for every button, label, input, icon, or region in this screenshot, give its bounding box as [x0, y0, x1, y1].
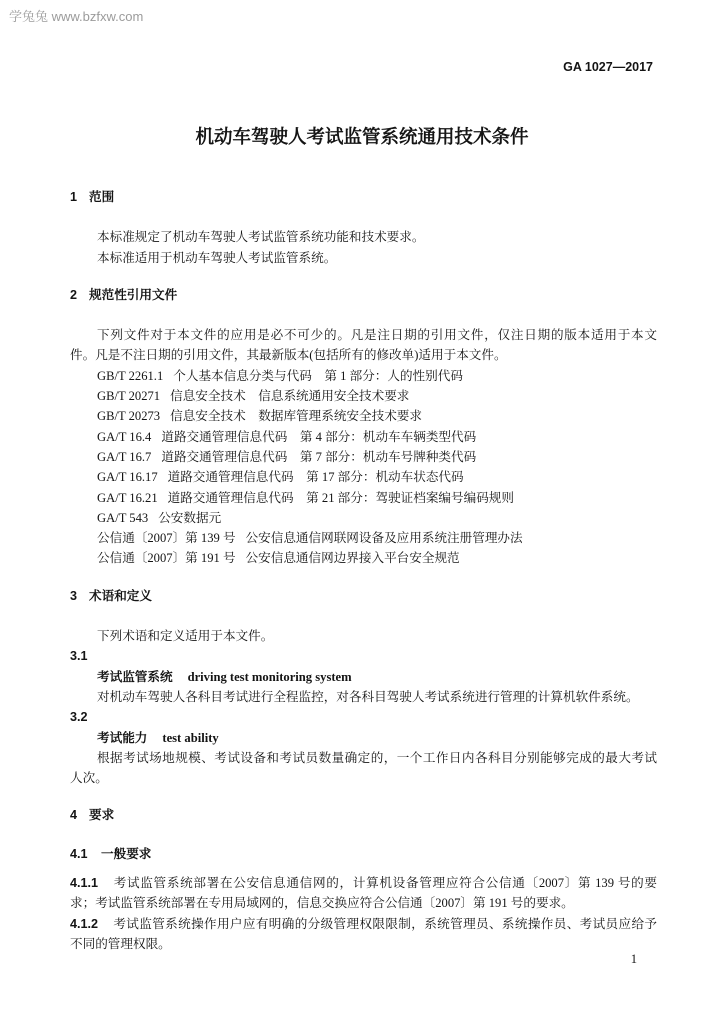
- section-title: 范围: [89, 190, 115, 204]
- section-number: 4: [70, 808, 78, 823]
- reference-code: 公信通〔2007〕第 191 号: [97, 551, 236, 566]
- reference-title: 道路交通管理信息代码 第 7 部分：机动车号牌种类代码: [161, 449, 477, 464]
- clause-line: 不同的管理权限。: [70, 936, 171, 951]
- watermark: 学兔兔 www.bzfxw.com: [9, 9, 144, 24]
- reference-code: GB/T 2261.1: [97, 368, 164, 383]
- term-number: 3.2: [70, 710, 88, 725]
- section-terms-definitions: [70, 586, 657, 789]
- reference-title: 道路交通管理信息代码 第 4 部分：机动车车辆类型代码: [161, 429, 477, 444]
- term-chinese: 考试能力: [97, 730, 148, 745]
- term-definition-line: 根据考试场地规模、考试设备和考试员数量确定的，一个工作日内各科目分别能够完成的最大考试: [97, 750, 657, 765]
- document-body: [70, 187, 657, 954]
- section-title: 术语和定义: [89, 588, 152, 603]
- section-heading: [70, 586, 657, 606]
- reference-item: [70, 406, 657, 426]
- reference-item: [70, 447, 657, 467]
- section-heading: [70, 805, 657, 825]
- section-number: 3: [70, 588, 78, 603]
- term-number: 3.1: [70, 649, 88, 664]
- section-content: [70, 325, 657, 569]
- section-title: 规范性引用文件: [89, 287, 178, 302]
- clause-line: [70, 873, 657, 893]
- section-number: 1: [70, 190, 78, 204]
- reference-title: 信息安全技术 数据库管理系统安全技术要求: [170, 409, 422, 424]
- section-requirements: [70, 805, 657, 954]
- term-definition-line: 人次。: [70, 771, 108, 786]
- reference-item: [70, 508, 657, 528]
- reference-code: 公信通〔2007〕第 139 号: [97, 531, 236, 546]
- term-english: driving test monitoring system: [187, 669, 352, 684]
- reference-code: GA/T 16.17: [97, 470, 158, 485]
- reference-title: 公安信息通信网边界接入平台安全规范: [245, 551, 460, 566]
- clause-text: 考试监管系统操作用户应有明确的分级管理权限限制，系统管理员、系统操作员、考试员应给予: [113, 916, 657, 931]
- reference-code: GB/T 20271: [97, 389, 161, 404]
- term-entry: [70, 728, 657, 748]
- reference-item: [70, 528, 657, 548]
- clause-line: [70, 914, 657, 934]
- section-content: [70, 626, 657, 788]
- reference-title: 信息安全技术 信息系统通用安全技术要求: [170, 389, 410, 404]
- clause-line: 求；考试监管系统部署在专用局域网的，信息交换应符合公信通〔2007〕第 191 号的要求。: [70, 896, 574, 911]
- paragraph: 本标准适用于机动车驾驶人考试监管系统。: [97, 250, 337, 265]
- section-title: 要求: [89, 808, 115, 823]
- paragraph: 本标准规定了机动车驾驶人考试监管系统功能和技术要求。: [97, 230, 425, 245]
- paragraph-line: 下列文件对于本文件的应用是必不可少的。凡是注日期的引用文件，仅注日期的版本适用于本文: [97, 328, 657, 343]
- reference-code: GA/T 16.7: [97, 449, 152, 464]
- section-content: [70, 227, 657, 268]
- reference-item: [70, 467, 657, 487]
- reference-code: GA/T 16.21: [97, 490, 158, 505]
- section-normative-references: [70, 285, 657, 569]
- reference-title: 道路交通管理信息代码 第 21 部分：驾驶证档案编号编码规则: [167, 490, 514, 505]
- reference-title: 公安信息通信网联网设备及应用系统注册管理办法: [245, 531, 523, 546]
- reference-item: [70, 427, 657, 447]
- section-heading: [70, 285, 657, 305]
- reference-item: [70, 386, 657, 406]
- subsection-title: 一般要求: [101, 846, 152, 861]
- reference-title: 个人基本信息分类与代码 第 1 部分：人的性别代码: [173, 368, 463, 383]
- reference-item: [70, 548, 657, 568]
- subsection-general-requirements: [70, 844, 657, 954]
- paragraph: 下列术语和定义适用于本文件。: [97, 629, 274, 644]
- standard-code: GA 1027—2017: [563, 60, 653, 74]
- term-entry: [70, 667, 657, 687]
- reference-item: [70, 366, 657, 386]
- term-english: test ability: [162, 730, 219, 745]
- section-scope: [70, 187, 657, 268]
- term-definition-line: 对机动车驾驶人各科目考试进行全程监控，对各科目驾驶人考试系统进行管理的计算机软件系统。: [97, 689, 639, 704]
- clause-number: 4.1.2: [70, 916, 99, 931]
- term-chinese: 考试监管系统: [97, 669, 173, 684]
- subsection-heading: [70, 844, 657, 864]
- clause-text: 考试监管系统部署在公安信息通信网的，计算机设备管理应符合公信通〔2007〕第 139 号的要: [113, 876, 657, 891]
- paragraph-line: 件。凡是不注日期的引用文件，其最新版本(包括所有的修改单)适用于本文件。: [70, 348, 507, 363]
- subsection-content: [70, 873, 657, 954]
- document-title: 机动车驾驶人考试监管系统通用技术条件: [195, 126, 529, 147]
- section-number: 2: [70, 287, 78, 302]
- reference-code: GA/T 16.4: [97, 429, 152, 444]
- clause-number: 4.1.1: [70, 876, 99, 891]
- reference-title: 道路交通管理信息代码 第 17 部分：机动车状态代码: [167, 470, 464, 485]
- section-heading: [70, 187, 657, 207]
- reference-item: [70, 488, 657, 508]
- subsection-number: 4.1: [70, 846, 88, 861]
- page-number: 1: [630, 952, 637, 966]
- reference-title: 公安数据元: [158, 510, 222, 525]
- reference-code: GB/T 20273: [97, 409, 161, 424]
- reference-code: GA/T 543: [97, 510, 149, 525]
